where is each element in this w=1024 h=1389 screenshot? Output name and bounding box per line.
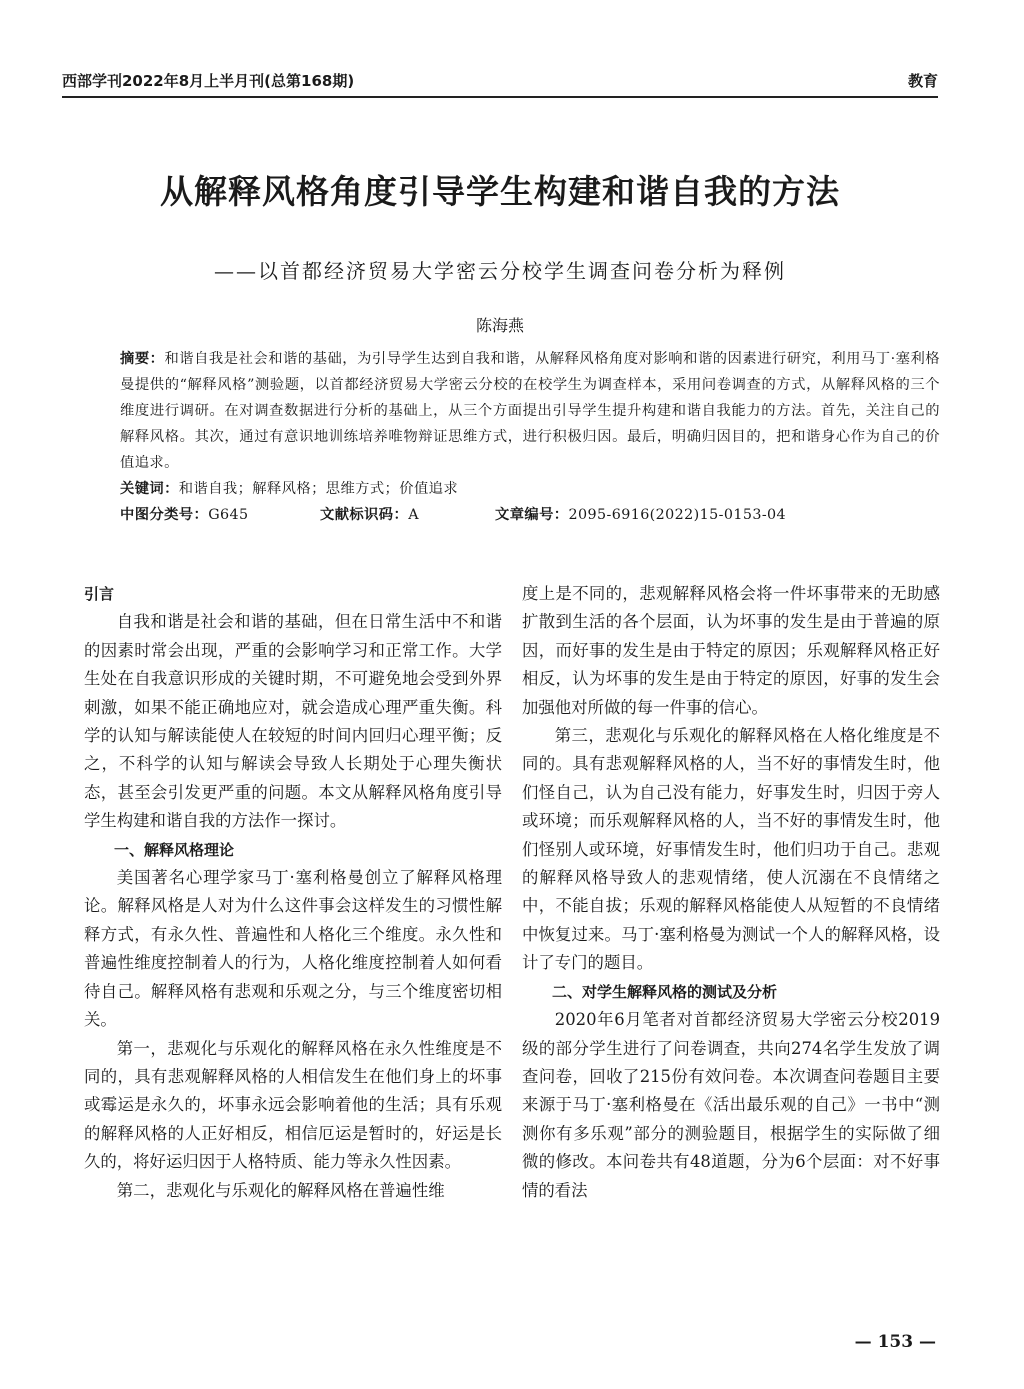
abstract-label: 摘要： <box>120 351 165 367</box>
paragraph: 度上是不同的，悲观解释风格会将一件坏事带来的无助感扩散到生活的各个层面，认为坏事的发生是由于普遍的原因，而好事的发生是由于特定的原因；乐观解释风格正好相反，认为坏事的发生是由于特定的原因，好事的发生会加强他对所做的每一件事的信心。 <box>522 584 940 717</box>
author-name: 陈海燕 <box>475 316 524 335</box>
article-subtitle: ——以首都经济贸易大学密云分校学生调查问卷分析为释例 <box>214 259 786 283</box>
section-2-heading: 二、对学生解释风格的测试及分析 <box>552 982 778 1001</box>
abstract-text: 和谐自我是社会和谐的基础，为引导学生达到自我和谐，从解释风格角度对影响和谐的因素进行研究，利用马丁·塞利格曼提供的“解释风格”测验题，以首都经济贸易大学密云分校的在校学生为调查样本，采用问卷调查的方式，从解释风格的三个维度进行调研。在对调查数据进行分析的基础上，从三个方面提出引导学生提升构建和谐自我能力的方法。首先，关注自己的解释风格。其次，通过有意识地训练培养唯物辩证思维方式，进行积极归因。最后，明确归因目的，把和谐身心作为自己的价值追求。 <box>120 351 940 471</box>
paragraph: 第一，悲观化与乐观化的解释风格在永久性维度是不同的，具有悲观解释风格的人相信发生在他们身上的坏事或霉运是永久的，坏事永远会影响着他的生活；具有乐观的解释风格的人正好相反，相信厄运是暂时的，好运是长久的，将好运归因于人格特质、能力等永久性因素。 <box>84 1038 502 1172</box>
article-number <box>495 507 786 523</box>
paragraph: 美国著名心理学家马丁·塞利格曼创立了解释风格理论。解释风格是人对为什么这件事会这样发生的习惯性解释方式，有永久性、普遍性和人格化三个维度。永久性和普遍性维度控制着人的行为，人格化维度控制着人如何看待自己。解释风格有悲观和乐观之分，与三个维度密切相关。 <box>84 868 502 1030</box>
abstract-block <box>120 346 940 528</box>
running-header <box>62 70 938 91</box>
body-columns <box>84 580 940 1205</box>
paragraph: 自我和谐是社会和谐的基础，但在日常生活中不和谐的因素时常会出现，严重的会影响学习和正常工作。大学生处在自我意识形成的关键时期，不可避免地会受到外界刺激，如果不能正确地应对，就会造成心理严重失衡。科学的认知与解读能使人在较短的时间内回归心理平衡；反之，不科学的认知与解读会导致人长期处于心理失衡状态，甚至会引发更严重的问题。本文从解释风格角度引导学生构建和谐自我的方法作一探讨。 <box>84 612 502 831</box>
page-number: — 153 — <box>854 1332 936 1352</box>
right-column <box>522 580 940 1205</box>
journal-issue: 西部学刊2022年8月上半月刊(总第168期) <box>62 72 355 90</box>
doc-label: 文献标识码： <box>320 507 409 523</box>
classification-line <box>120 502 940 528</box>
article-number-value: 2095-6916(2022)15-0153-04 <box>568 507 787 523</box>
paragraph: 第二，悲观化与乐观化的解释风格在普遍性维 <box>116 1180 445 1200</box>
clc-value: G645 <box>208 507 249 523</box>
paragraph: 第三，悲观化与乐观化的解释风格在人格化维度是不同的。具有悲观解释风格的人，当不好的事情发生时，他们怪自己，认为自己没有能力，好事发生时，归因于旁人或环境；而乐观解释风格的人，当不好的事情发生时，他们怪别人或环境，好事情发生时，他们归功于自己。悲观的解释风格导致人的悲观情绪，使人沉溺在不良情绪之中，不能自拔；乐观的解释风格能使人从短暂的不良情绪中恢复过来。马丁·塞利格曼为测试一个人的解释风格，设计了专门的题目。 <box>522 726 940 973</box>
clc-code <box>120 502 320 528</box>
intro-heading: 引言 <box>84 585 115 603</box>
keywords <box>120 476 940 502</box>
paragraph: 2020年6月笔者对首都经济贸易大学密云分校2019级的部分学生进行了问卷调查，共向274名学生发放了调查问卷，回收了215份有效问卷。本次调查问卷题目主要来源于马丁·塞利格曼在《活出最乐观的自己》一书中“测测你有多乐观”部分的测验题目，根据学生的实际做了细微的修改。本问卷共有48道题，分为6个层面：对不好事情的看法 <box>522 1010 940 1200</box>
left-column <box>84 580 502 1205</box>
header-rule <box>62 96 938 98</box>
clc-label: 中图分类号： <box>120 507 209 523</box>
section-label: 教育 <box>907 72 938 90</box>
keywords-text: 和谐自我；解释风格；思维方式；价值追求 <box>178 481 459 497</box>
keywords-label: 关键词： <box>120 481 179 497</box>
section-1-heading: 一、解释风格理论 <box>114 840 235 859</box>
article-number-label: 文章编号： <box>495 507 569 523</box>
article-title: 从解释风格角度引导学生构建和谐自我的方法 <box>160 172 840 211</box>
abstract <box>120 346 940 476</box>
doc-value: A <box>408 507 419 523</box>
doc-code <box>320 502 495 528</box>
